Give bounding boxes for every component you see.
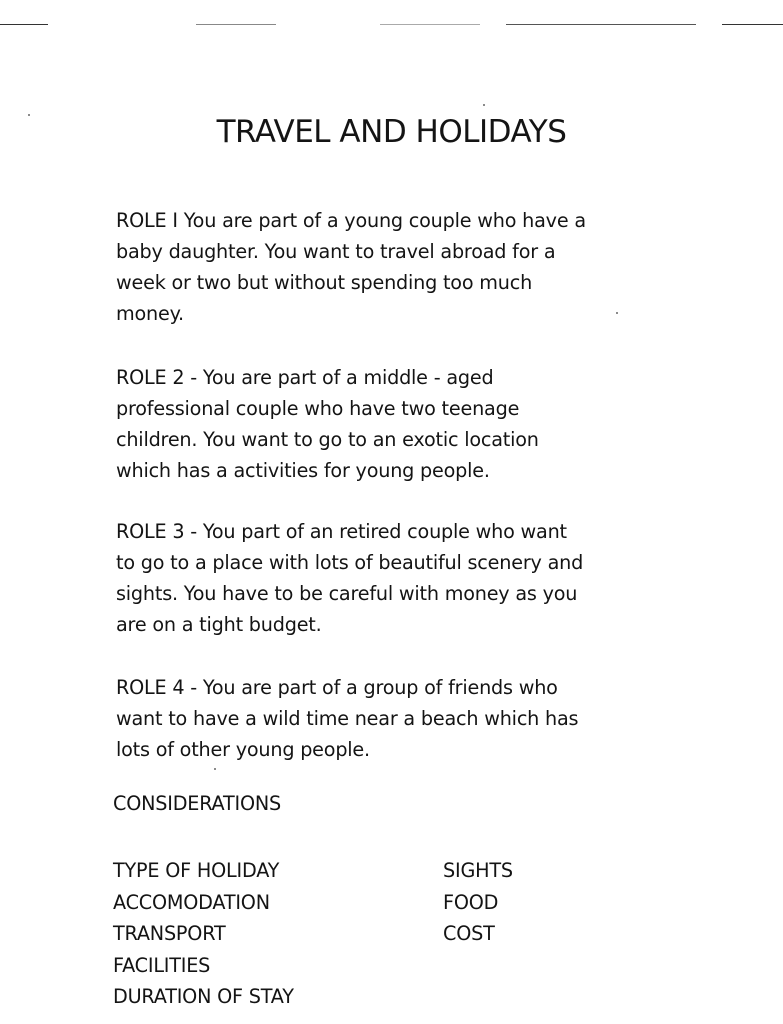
- text-line: are on a tight budget.: [116, 613, 322, 636]
- text-line: ROLE 2 - You are part of a middle - aged: [116, 366, 494, 389]
- text-line: which has a activities for young people.: [116, 459, 490, 482]
- role-2-text: [116, 362, 676, 486]
- considerations-heading: CONSIDERATIONS: [113, 792, 281, 815]
- text-line: professional couple who have two teenage: [116, 397, 520, 420]
- text-line: week or two but without spending too much: [116, 271, 533, 294]
- text-line: ROLE 3 - You part of an retired couple who want: [116, 520, 567, 543]
- role-4-text: [116, 672, 676, 765]
- text-line: ROLE 4 - You are part of a group of friends who: [116, 676, 558, 699]
- scan-edge-line: [380, 24, 480, 25]
- text-line: money.: [116, 302, 184, 325]
- scan-edge-line: [506, 24, 696, 25]
- role-3-text: [116, 516, 676, 640]
- text-line: sights. You have to be careful with money as you: [116, 582, 578, 605]
- text-line: children. You want to go to an exotic location: [116, 428, 539, 451]
- consideration-item: DURATION OF STAY: [113, 985, 294, 1008]
- scan-speck: [214, 768, 216, 770]
- text-line: ROLE I You are part of a young couple who have a: [116, 209, 586, 232]
- consideration-item: TYPE OF HOLIDAY: [113, 859, 280, 882]
- consideration-item: TRANSPORT: [113, 922, 226, 945]
- consideration-item: SIGHTS: [443, 859, 513, 882]
- consideration-item: ACCOMODATION: [113, 890, 270, 914]
- scan-edge-line: [196, 24, 276, 25]
- text-line: to go to a place with lots of beautiful scenery and: [116, 551, 584, 574]
- text-line: baby daughter. You want to travel abroad for a: [116, 240, 556, 263]
- considerations-list-right: [443, 855, 513, 950]
- page-title: TRAVEL AND HOLIDAYS: [216, 114, 567, 150]
- scan-speck: [483, 104, 485, 106]
- consideration-item: FOOD: [443, 890, 499, 914]
- scan-edge-line: [0, 24, 48, 25]
- text-line: lots of other young people.: [116, 738, 370, 761]
- scan-edge-line: [722, 24, 783, 25]
- consideration-item: FACILITIES: [113, 953, 211, 977]
- considerations-list-left: [113, 855, 294, 1013]
- text-line: want to have a wild time near a beach which has: [116, 707, 579, 730]
- role-1-text: [116, 205, 676, 329]
- consideration-item: COST: [443, 922, 495, 945]
